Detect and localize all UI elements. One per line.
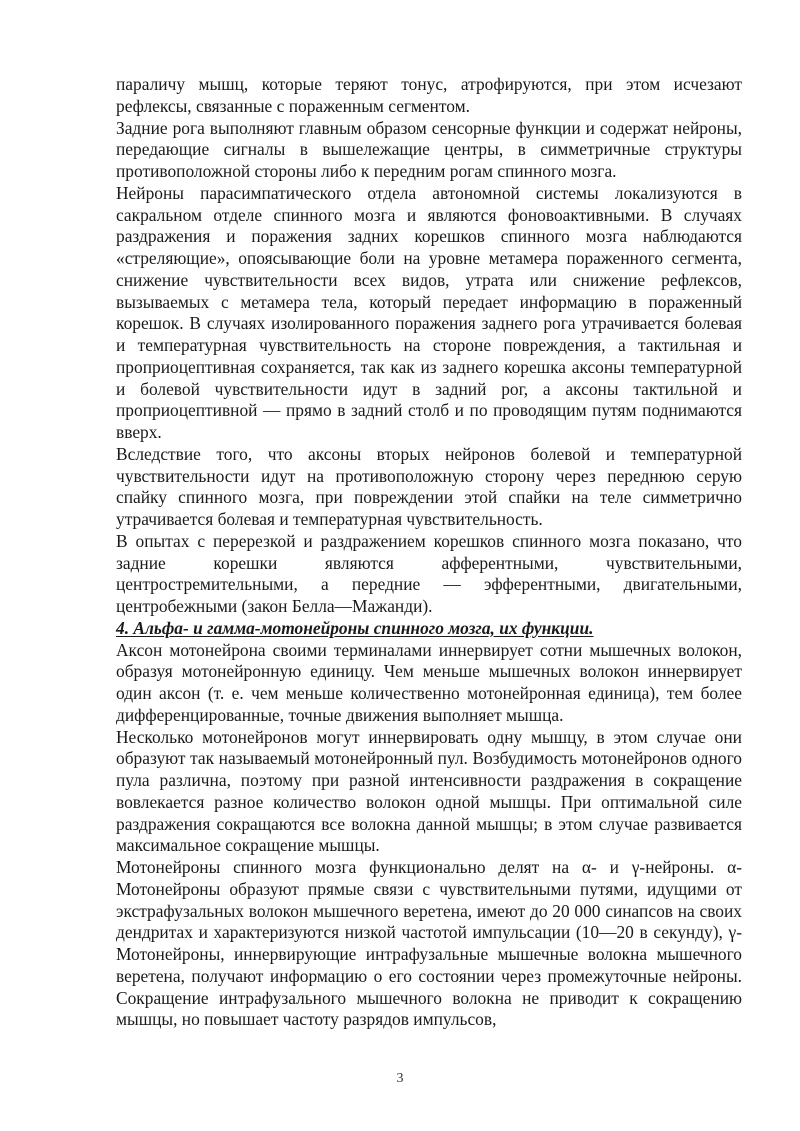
paragraph-alpha-gamma-motoneurons: Мотонейроны спинного мозга функционально делят на α- и γ-нейроны. α-Мотонейроны образуют прямые связи с чувствительными путями, идущими от экстрафузальных волокон мышечного веретена, имеют до 20 000 синапсов на своих дендритах и характеризуются низкой частотой импульсации (10—20 в секунду), γ-Мотонейроны, иннервирующие интрафузальные мышечные волокна мышечного веретена, получают информацию о его состоянии через промежуточные нейроны. Сокращение интрафузального мышечного волокна не приводит к сокращению мышцы, но повышает частоту разрядов импульсов,	[116, 857, 742, 1030]
paragraph-parasympathetic-neurons: Нейроны парасимпатического отдела автономной системы локализуются в сакральном отделе спинного мозга и являются фоновоактивными. В случаях раздражения и поражения задних корешков спинного мозга наблюдаются «стреляющие», опоясывающие боли на уровне метамера пораженного сегмента, снижение чувствительности всех видов, утрата или снижение рефлексов, вызываемых с метамера тела, который передает информацию в пораженный корешок. В случаях изолированного поражения заднего рога утрачивается болевая и температурная чувствительность на стороне повреждения, а тактильная и проприоцептивная сохраняется, так как из заднего корешка аксоны температурной и болевой чувствительности идут в задний рог, а аксоны тактильной и проприоцептивной — прямо в задний столб и по проводящим путям поднимаются вверх.	[116, 182, 742, 442]
section-heading: 4. Альфа- и гамма-мотонейроны спинного мозга, их функции.	[116, 617, 594, 638]
paragraph-commissure-damage: Вследствие того, что аксоны вторых нейронов болевой и температурной чувствительности идут на противоположную сторону через переднюю серую спайку спинного мозга, при повреждении этой спайки на теле симметрично утрачивается болевая и температурная чувствительность.	[116, 443, 742, 529]
paragraph-motor-unit: Аксон мотонейрона своими терминалами иннервирует сотни мышечных волокон, образуя мотонейронную единицу. Чем меньше мышечных волокон иннервирует один аксон (т. е. чем меньше количественно мотонейронная единица), тем более дифференцированные, точные движения выполняет мышца.	[116, 639, 742, 725]
document-page	[116, 74, 742, 1031]
paragraph-dorsal-horns: Задние рога выполняют главным образом сенсорные функции и содержат нейроны, передающие сигналы в вышележащие центры, в симметричные структуры противоположной стороны либо к передним рогам спинного мозга.	[116, 117, 742, 181]
paragraph-paralysis: параличу мышц, которые теряют тонус, атрофируются, при этом исчезают рефлексы, связанные с пораженным сегментом.	[116, 74, 742, 116]
paragraph-bell-magendie-law: В опытах с перерезкой и раздражением корешков спинного мозга показано, что задние корешки являются афферентными, чувствительными, центростремительными, а передние — эфферентными, двигательными, центробежными (закон Белла—Мажанди).	[116, 530, 742, 616]
page-number: 3	[396, 1071, 404, 1086]
paragraph-motoneuron-pool: Несколько мотонейронов могут иннервировать одну мышцу, в этом случае они образуют так называемый мотонейронный пул. Возбудимость мотонейронов одного пула различна, поэтому при разной интенсивности раздражения в сокращение вовлекается разное количество волокон одной мышцы. При оптимальной силе раздражения сокращаются все волокна данной мышцы; в этом случае развивается максимальное сокращение мышцы.	[116, 726, 742, 856]
